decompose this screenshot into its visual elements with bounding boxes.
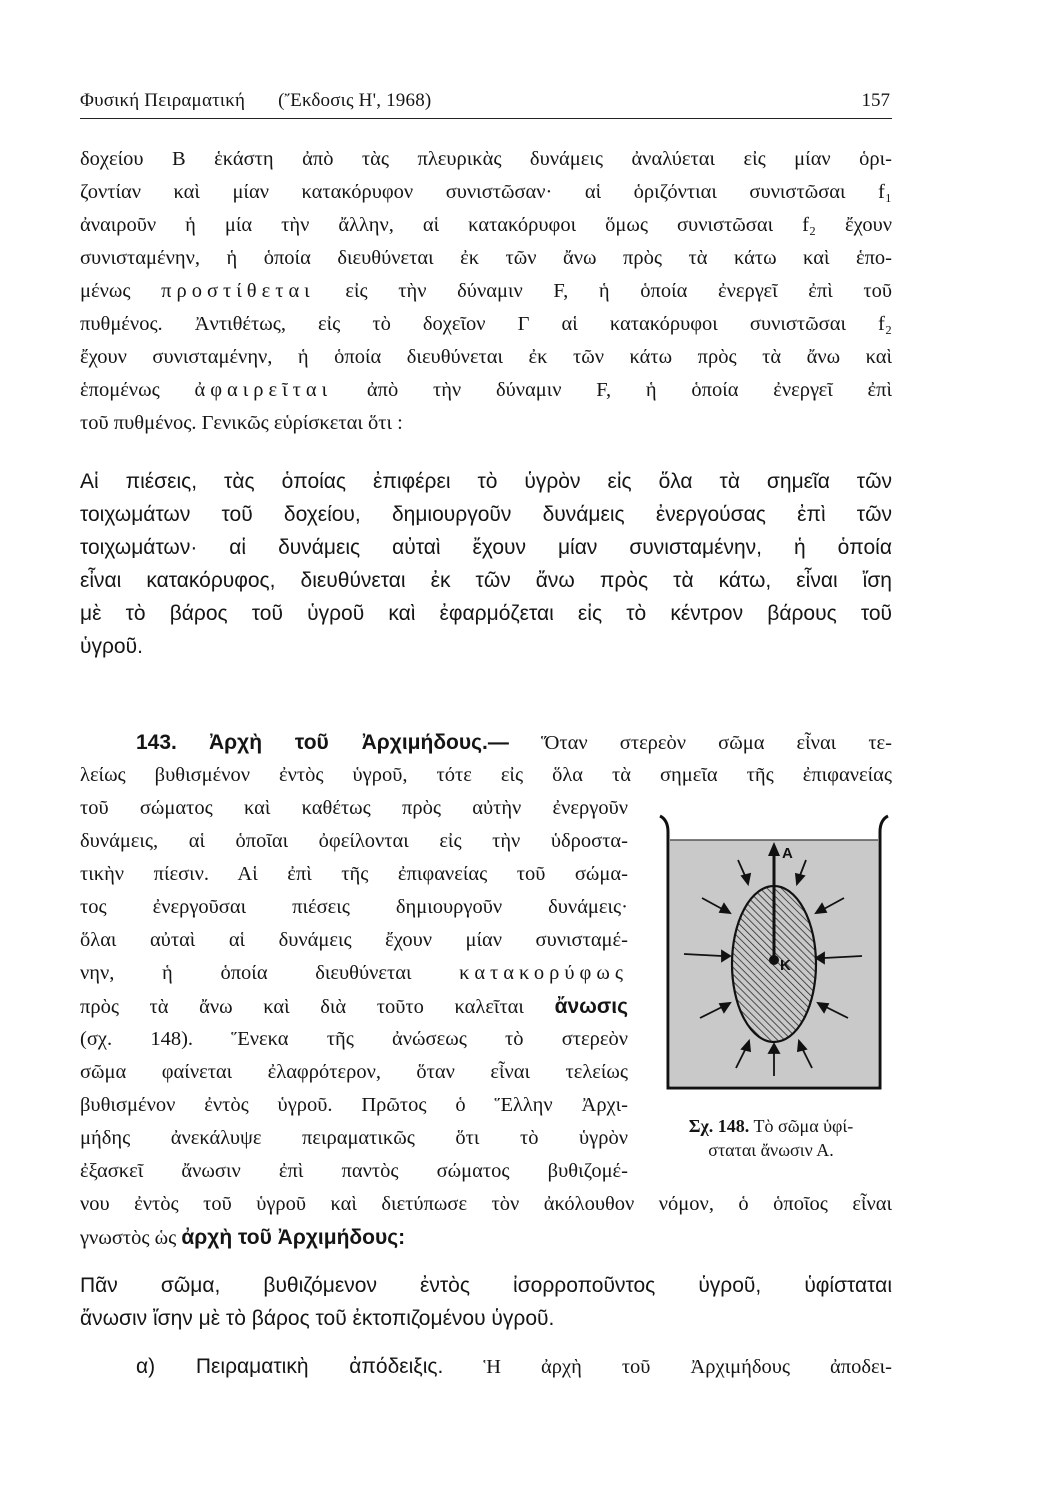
section-heading-line [136, 731, 892, 755]
header-edition: (Ἔκδοσις Η', 1968) [278, 90, 432, 111]
center-point [769, 955, 779, 965]
figure-caption [646, 1114, 896, 1162]
section-line: τοῦ σώματος καὶ καθέτως πρὸς αὐτὴν ἐνεργοῦν [80, 797, 628, 819]
para1-word: ἑπομένως [80, 379, 160, 401]
caption-line [646, 1114, 896, 1138]
statement-line: ὑγροῦ. [80, 635, 143, 658]
para1-word: μένως [80, 280, 131, 302]
section-text: πρὸς τὰ ἄνω καὶ διὰ τοῦτο καλεῖται [80, 996, 524, 1018]
section-line: δυνάμεις, αἱ ὁποῖαι ὀφείλονται εἰς τὴν ὑδροστα- [80, 830, 628, 852]
section-text: Ὅταν στερεὸν σῶμα εἶναι τε- [541, 732, 892, 754]
section-line: λείως βυθισμένον ἐντὸς ὑγροῦ, τότε εἰς ὅλα τὰ σημεῖα τῆς ἐπιφανείας [80, 764, 892, 786]
section-line [80, 995, 628, 1019]
term-bold: ἄνωσις [554, 995, 629, 1018]
para1-line: τοῦ πυθμένος. Γενικῶς εὑρίσκεται ὅτι : [80, 412, 403, 434]
running-header [80, 88, 892, 119]
section-text: γνωστὸς ὡς [80, 1227, 177, 1249]
section-line: ὅλαι αὐταὶ αἱ δυνάμεις ἔχουν μίαν συνισταμέ- [80, 929, 628, 951]
header-title: Φυσική Πειραματική [80, 90, 246, 111]
label-k: K [780, 957, 791, 974]
para1-line: ἀναιροῦν ἡ μία τὴν ἄλλην, αἱ κατακόρυφοι ὅμως συνιστῶσαι f₂ ἔχουν [80, 214, 892, 236]
statement-line: εἶναι κατακόρυφος, διευθύνεται ἐκ τῶν ἄνω πρὸς τὰ κάτω, εἶναι ἴση [80, 569, 892, 592]
section-line [80, 962, 628, 985]
caption-text: Τὸ σῶμα ὑφί- [753, 1116, 854, 1136]
statement-line: τοιχωμάτων· αἱ δυνάμεις αὐταὶ ἔχουν μίαν συνισταμένην, ἡ ὁποία [80, 536, 892, 559]
proof-text: Ἡ ἀρχὴ τοῦ Ἀρχιμήδους ἀποδει- [483, 1356, 892, 1378]
para1-text: ἀπὸ τὴν δύναμιν F, ἡ ὁποία ἐνεργεῖ ἐπὶ [366, 379, 892, 401]
emphasis-spaced: ἀφαιρεῖται [194, 379, 333, 401]
emphasis-spaced: κατακορύφως [459, 962, 628, 984]
caption-number: Σχ. 148. [688, 1116, 750, 1136]
page-number: 157 [861, 90, 890, 111]
section-line [80, 1226, 405, 1250]
proof-label: α) Πειραματικὴ ἀπόδειξις. [136, 1355, 444, 1378]
section-text: νην, ἡ ὁποία διευθύνεται [80, 962, 412, 984]
statement-line: μὲ τὸ βάρος τοῦ ὑγροῦ καὶ ἐφαρμόζεται εἰς τὸ κέντρον βάρους τοῦ [80, 602, 892, 625]
section-line: μήδης ἀνεκάλυψε πειραματικῶς ὅτι τὸ ὑγρὸν [80, 1127, 628, 1149]
section-line: τικὴν πίεσιν. Αἱ ἐπὶ τῆς ἐπιφανείας τοῦ σώμα- [80, 863, 628, 885]
statement-line: Αἱ πιέσεις, τὰς ὁποίας ἐπιφέρει τὸ ὑγρὸν εἰς ὅλα τὰ σημεῖα τῶν [80, 470, 892, 493]
para1-line: συνισταμένην, ἡ ὁποία διευθύνεται ἐκ τῶν ἄνω πρὸς τὰ κάτω καὶ ἑπο- [80, 247, 892, 269]
law-line: Πᾶν σῶμα, βυθιζόμενον ἐντὸς ἰσορροποῦντος ὑγροῦ, ὑφίσταται [80, 1274, 892, 1297]
section-line: σῶμα φαίνεται ἐλαφρότερον, ὅταν εἶναι τελείως [80, 1061, 628, 1083]
para1-line: ζοντίαν καὶ μίαν κατακόρυφον συνιστῶσαν· αἱ ὁριζόντιαι συνιστῶσαι f₁ [80, 181, 892, 203]
para1-line: δοχείου Β ἑκάστη ἀπὸ τὰς πλευρικὰς δυνάμεις ἀναλύεται εἰς μίαν ὁρι- [80, 148, 892, 170]
para1-text: εἰς τὴν δύναμιν F, ἡ ὁποία ἐνεργεῖ ἐπὶ τοῦ [345, 280, 893, 302]
para1-line [80, 280, 892, 303]
para1-line: ἔχουν συνισταμένην, ἡ ὁποία διευθύνεται ἐκ τῶν κάτω πρὸς τὰ ἄνω καὶ [80, 346, 892, 368]
figure-148-diagram [656, 806, 892, 1102]
header-title-group [80, 90, 431, 112]
section-line: βυθισμένον ἐντὸς ὑγροῦ. Πρῶτος ὁ Ἕλλην Ἀρχι- [80, 1094, 628, 1116]
section-line: (σχ. 148). Ἕνεκα τῆς ἀνώσεως τὸ στερεὸν [80, 1028, 628, 1050]
section-line: νου ἐντὸς τοῦ ὑγροῦ καὶ διετύπωσε τὸν ἀκόλουθον νόμον, ὁ ὁποῖος εἶναι [80, 1193, 892, 1215]
caption-line: σταται ἄνωσιν Α. [708, 1140, 834, 1160]
para1-line [80, 379, 892, 402]
section-number: 143. [136, 731, 177, 754]
label-a: A [782, 845, 793, 862]
term-bold: ἀρχὴ τοῦ Ἀρχιμήδους: [181, 1226, 406, 1249]
emphasis-spaced: προστίθεται [161, 280, 315, 302]
law-line: ἄνωσιν ἴσην μὲ τὸ βάρος τοῦ ἐκτοπιζομένου ὑγροῦ. [80, 1307, 555, 1330]
section-line: ἐξασκεῖ ἄνωσιν ἐπὶ παντὸς σώματος βυθιζομέ- [80, 1160, 628, 1182]
section-line: τος ἐνεργοῦσαι πιέσεις δημιουργοῦν δυνάμεις· [80, 896, 628, 918]
statement-line: τοιχωμάτων τοῦ δοχείου, δημιουργοῦν δυνάμεις ἐνεργούσας ἐπὶ τῶν [80, 503, 892, 526]
para1-line: πυθμένος. Ἀντιθέτως, εἰς τὸ δοχεῖον Γ αἱ κατακόρυφοι συνιστῶσαι f₂ [80, 313, 892, 335]
section-title: Ἀρχὴ τοῦ Ἀρχιμήδους.— [209, 731, 509, 754]
proof-line [136, 1355, 892, 1379]
